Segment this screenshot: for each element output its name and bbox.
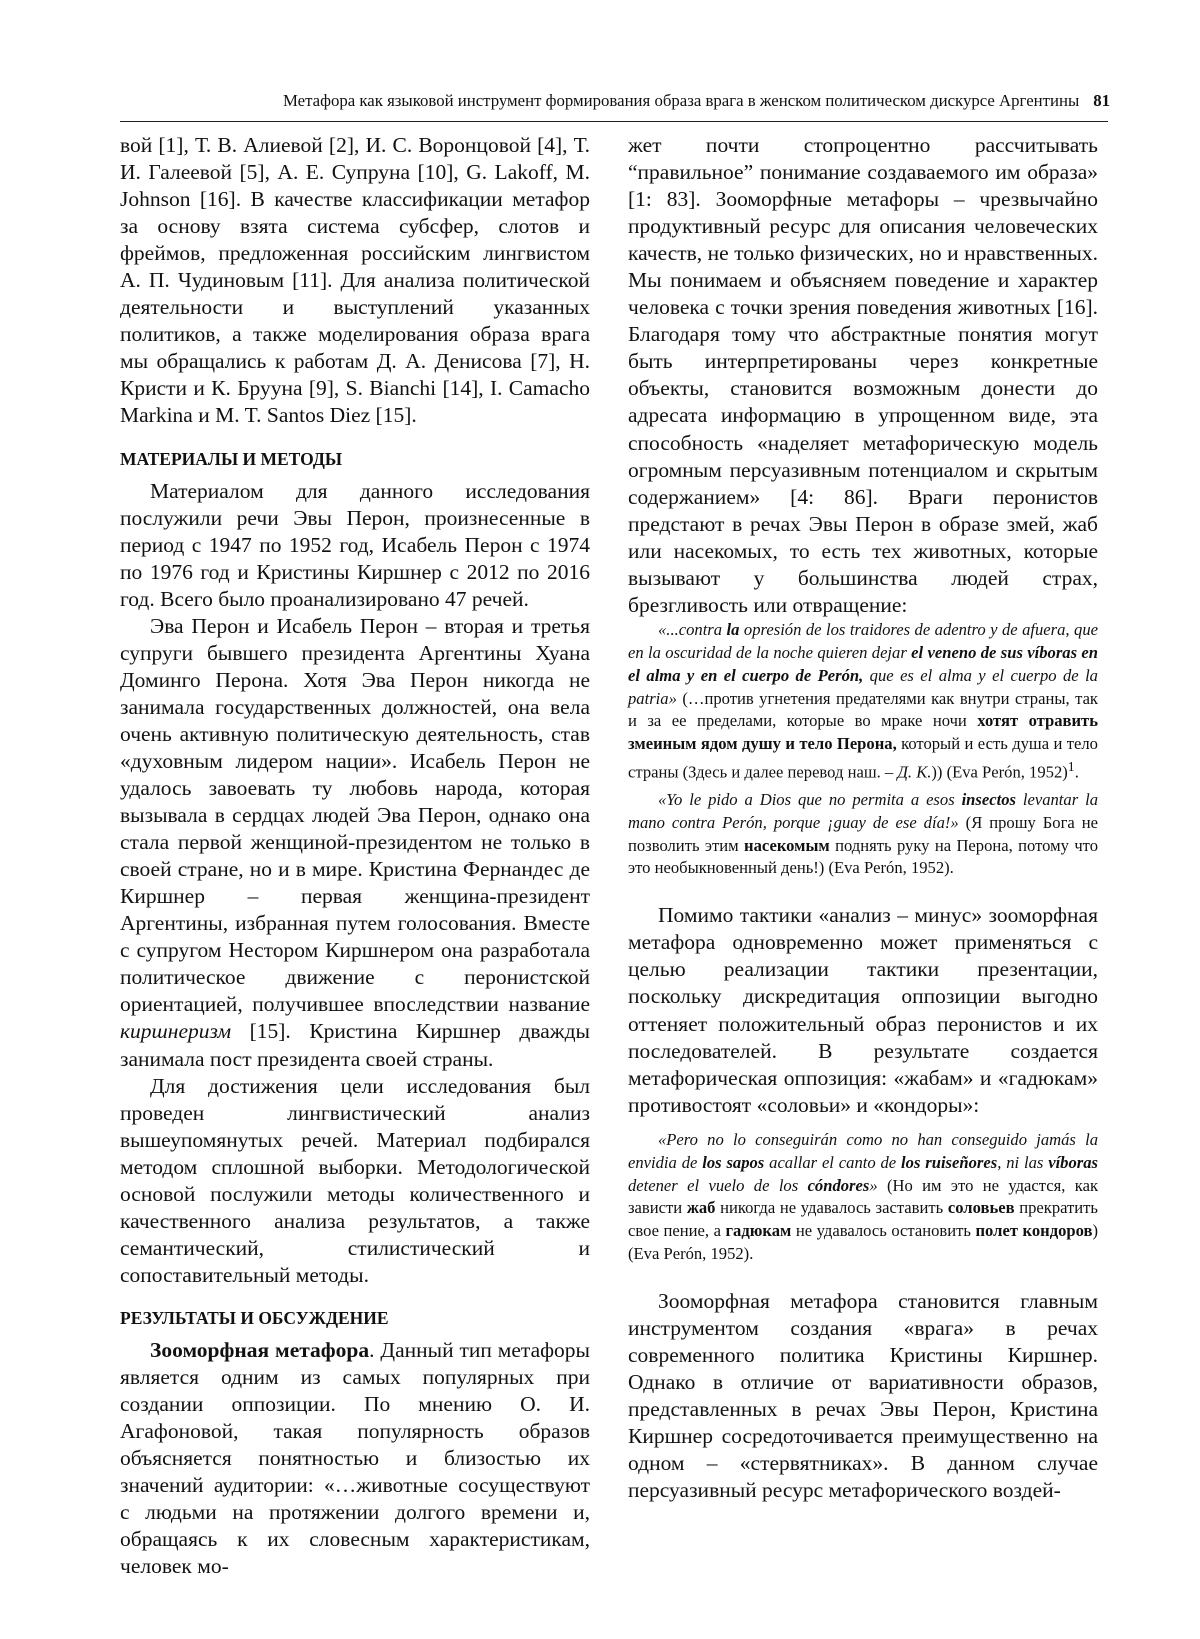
translation-text: никогда не удавалось заставить — [715, 1198, 948, 1218]
quote-eva-peron-1 — [628, 619, 1098, 785]
footnote-marker: 1 — [1067, 759, 1075, 775]
translation-emphasis: полет кондоров — [975, 1221, 1093, 1241]
translation-text: не удавалось остановить — [791, 1221, 976, 1241]
citation: )) (Eva Perón, 1952) — [931, 762, 1068, 782]
quote-text: «Pero no lo conseguirán como no han conseguido jamás la envidia de — [628, 1129, 1098, 1172]
translation-emphasis: насекомым — [744, 835, 830, 855]
translation-emphasis: гадюкам — [725, 1221, 792, 1241]
section-heading-results: РЕЗУЛЬТАТЫ И ОБСУЖДЕНИЕ — [120, 1307, 389, 1328]
paragraph-continued-right: жет почти стопроцентно рассчитывать “правильное” понимание создаваемого им образа» [1: 83]. Зооморфные метафоры – чрезвычайно продуктивный ресурс для описания человеческих качеств, не только физических, но и нравственных. Мы понимаем и объясняем поведение и характер человека с точки зрения поведения животных [16]. Благодаря тому что абстрактные понятия могут быть интерпретированы через конкретные объекты, становится возможным донести до адресата информацию в упрощенном виде, эта способность «наделяет метафорическую модель огромным персуазивным потенциалом и скрытым содержанием» [4: 86]. Враги перонистов предстают в речах Эвы Перон в образе змей, жаб или насекомых, то есть тех животных, которые вызывают у большинства людей страх, брезгливость или отвращение: — [628, 133, 1098, 617]
translation-text: (…против угнетения предателями как внутри страны, так и за ее пределами, которые во мраке ночи — [628, 688, 1098, 731]
right-column — [628, 132, 1098, 1505]
running-title: Метафора как языковой инструмент формирования образа врага в женском политическом дискурсе Аргентины — [282, 91, 1080, 110]
quote-eva-peron-2 — [628, 789, 1098, 881]
quote-text: levantar la mano contra Perón, porque ¡guay de ese día!» — [628, 789, 1098, 832]
translation-text: (Но им это не удастся, как зависти — [628, 1175, 1099, 1218]
paragraph-zoomorphic — [120, 1337, 590, 1580]
quote-text: » — [869, 1175, 878, 1195]
translation-text: (Я прошу Бога не позволить этим — [628, 812, 1098, 855]
translation-emphasis: жаб — [686, 1198, 716, 1218]
quote-text: «...contra — [658, 619, 727, 639]
running-header — [120, 90, 1110, 112]
section-heading-materials: МАТЕРИАЛЫ И МЕТОДЫ — [120, 448, 343, 469]
quote-eva-peron-3 — [628, 1129, 1098, 1266]
translation-text: поднять руку на Перона, потому что это необыкновенный день!) (Eva Perón, 1952). — [628, 835, 1098, 878]
quote-emphasis: insectos — [961, 789, 1016, 809]
translation-emphasis: соловьев — [947, 1198, 1015, 1218]
text-run: . Данный тип метафоры является одним из самых популярных при создании оппозиции. По мнению О. И. Агафоновой, такая популярность образов объясняется понятностью и близостью их значений аудитории: «…животные сосуществуют с людьми на протяжении долгого времени и, обращаясь к их словесным характеристикам, человек мо- — [120, 1337, 590, 1579]
text-run: [15]. Кристина Киршнер дважды занимала пост президента своей страны. — [120, 1019, 590, 1071]
header-rule — [120, 121, 1108, 122]
citation: . — [1074, 762, 1079, 782]
quote-emphasis: los sapos — [702, 1152, 765, 1172]
quote-text: acallar el canto de — [764, 1152, 902, 1172]
paragraph-continued: вой [1], Т. В. Алиевой [2], И. С. Воронцовой [4], Т. И. Галеевой [5], А. Е. Супруна [10], G. Lakoff, M. Johnson [16]. В качестве классификации метафор за основу взята система субсфер, слотов и фреймов, предложенная российским лингвистом А. П. Чудиновым [11]. Для анализа политической деятельности и выступлений указанных политиков, а также моделирования образа врага мы обращались к работам Д. А. Денисова [7], Н. Кристи и К. Брууна [9], S. Bianchi [14], I. Camacho Markina и M. T. Santos Diez [15]. — [120, 133, 590, 428]
citation: ) (Eva Perón, 1952). — [628, 1221, 1099, 1264]
quote-emphasis: el veneno de sus víboras en el alma y en el cuerpo de Perón, — [628, 642, 1099, 685]
paragraph-method: Для достижения цели исследования был проведен лингвистический анализ вышеупомянутых речей. Материал подбирался методом сплошной выборки. Методологической основой послужили методы количественного и качественного анализа результатов, а также семантический, стилистический и сопоставительный методы. — [120, 1073, 590, 1287]
paragraph-kirchner: Зооморфная метафора становится главным инструментом создания «врага» в речах современного политика Кристины Киршнер. Однако в отличие от вариативности образов, представленных в речах Эвы Перон, Кристина Киршнер сосредоточивается преимущественно на одном – «стервятниках». В данном случае персуазивный ресурс метафорического воздей- — [628, 1289, 1098, 1503]
text-run: Эва Перон и Исабель Перон – вторая и третья супруги бывшего президента Аргентины Хуана Доминго Перона. Хотя Эва Перон никогда не занимала государственных должностей, она вела очень активную политическую деятельность, став «духовным лидером нации». Исабель Перон не удалось завоевать ту любовь народа, которая вызывала в сердцах людей Эва Перон, однако она стала первой женщиной-президентом не только в своей стране, но и в мире. Кристина Фернандес де Киршнер – первая женщина-президент Аргентины, избранная путем голосования. Вместе с супругом Нестором Киршнером она разработала политическое движение с перонистской ориентацией, получившее впоследствии название — [120, 613, 590, 1017]
author-initials: Д. К. — [897, 762, 932, 782]
quote-emphasis: cóndores — [807, 1175, 870, 1195]
page-number: 81 — [1093, 91, 1110, 110]
quote-text: que es el alma y el cuerpo de la patria» — [628, 665, 1098, 708]
left-column — [120, 132, 590, 1580]
quote-text: detener el vuelo de los — [628, 1175, 808, 1195]
quote-emphasis: la — [726, 619, 740, 639]
quote-emphasis: los ruiseñores — [901, 1152, 998, 1172]
quote-emphasis: víboras — [1048, 1152, 1098, 1172]
paragraph-perons — [120, 613, 590, 1073]
quote-text: opresión de los traidores de adentro y de afuera, que en la oscuridad de la noche quieren dejar — [628, 619, 1098, 662]
translation-text: который и есть душа и тело страны (Здесь и далее перевод наш. – — [628, 734, 1098, 782]
translation-text: прекратить свое пение, а — [628, 1198, 1099, 1241]
quote-text: , ni las — [997, 1152, 1049, 1172]
quote-text: «Yo le pido a Dios que no permita a esos — [658, 789, 962, 809]
translation-emphasis: хотят отравить змеиным ядом душу и тело Перона, — [628, 711, 1098, 754]
term-kirchnerism: киршнеризм — [120, 1019, 232, 1044]
term-zoomorphic-metaphor: Зооморфная метафора — [150, 1337, 370, 1362]
paragraph-tactics: Помимо тактики «анализ – минус» зооморфная метафора одновременно может применяться с целью реализации тактики презентации, поскольку дискредитация оппозиции выгодно оттеняет положительный образ перонистов и их последователей. В результате создается метафорическая оппозиция: «жабам» и «гадюкам» противостоят «соловьи» и «кондоры»: — [628, 903, 1098, 1117]
paragraph-material: Материалом для данного исследования послужили речи Эвы Перон, произнесенные в период с 1947 по 1952 год, Исабель Перон с 1974 по 1976 год и Кристины Киршнер с 2012 по 2016 год. Всего было проанализировано 47 речей. — [120, 478, 590, 611]
